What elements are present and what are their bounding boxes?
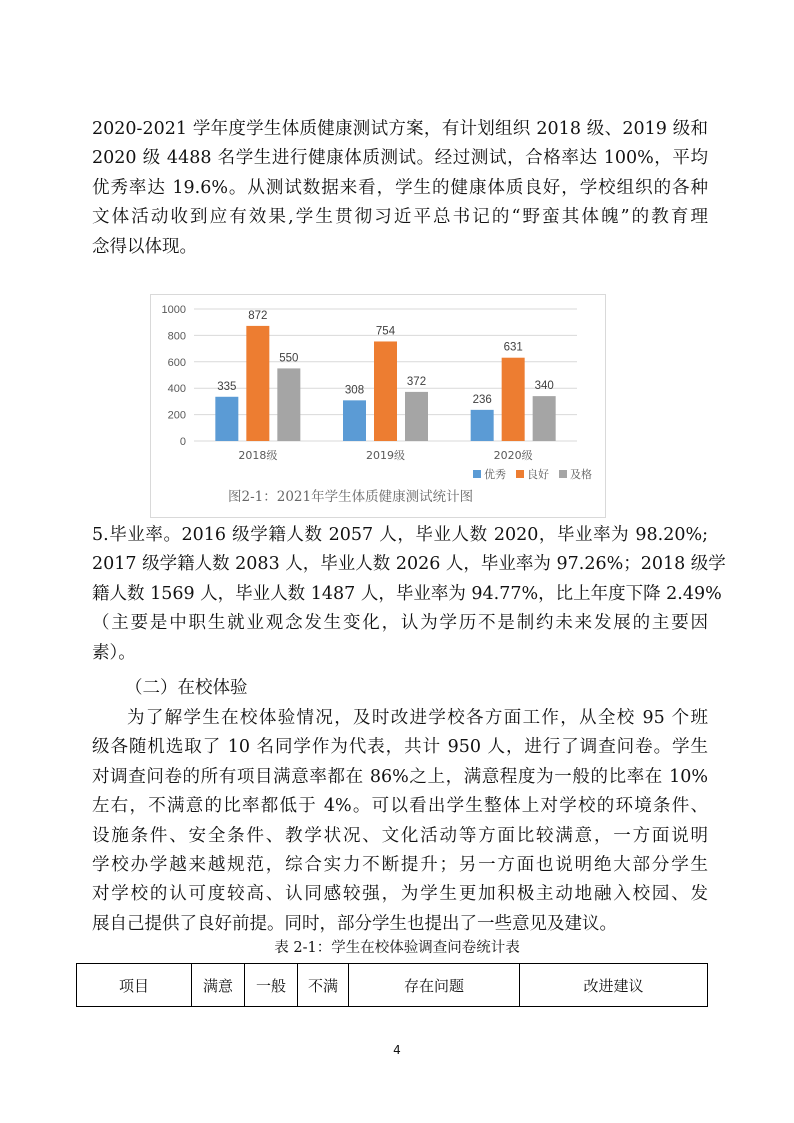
text-line: 2020 级 4488 名学生进行健康体质测试。经过测试，合格率达 100%，平均 [92, 148, 708, 169]
legend-swatch [473, 470, 481, 478]
text-line: 素）。 [92, 642, 136, 663]
bar-良好 [374, 341, 397, 441]
table-header-cell: 不满 [298, 964, 349, 1007]
text-line: 为了解学生在校体验情况，及时改进学校各方面工作，从全校 95 个班 [127, 708, 708, 728]
data-label: 335 [217, 380, 237, 393]
bar-良好 [502, 358, 525, 441]
bar-及格 [277, 368, 300, 441]
text-line: 学校办学越来越规范，综合实力不断提升；另一方面也说明绝大部分学生 [92, 855, 708, 876]
x-category-label: 2019级 [366, 449, 405, 462]
x-category-label: 2020级 [493, 449, 533, 462]
data-label: 340 [534, 380, 554, 393]
paragraph-campus-experience [92, 704, 708, 939]
table-header-row [77, 964, 708, 1007]
data-label: 872 [248, 309, 268, 322]
data-label: 236 [472, 393, 492, 406]
data-label: 631 [503, 341, 523, 354]
text-line: 籍人数 1569 人，毕业人数 1487 人，毕业率为 94.77%，比上年度下降 2.49% [92, 583, 722, 604]
text-line: 5.毕业率。2016 级学籍人数 2057 人，毕业人数 2020，毕业率为 98.20%; [92, 525, 708, 545]
table-header-cell: 改进建议 [520, 964, 708, 1007]
text-line: 对调查问卷的所有项目满意率都在 86%之上，满意程度为一般的比率在 10% [92, 766, 708, 787]
text-line: 设施条件、安全条件、教学状况、文化活动等方面比较满意，一方面说明 [92, 825, 708, 846]
data-label: 550 [279, 352, 299, 365]
y-tick-label: 0 [179, 436, 186, 448]
bar-良好 [246, 326, 269, 441]
table-header-cell: 存在问题 [349, 964, 520, 1007]
y-tick-label: 400 [167, 383, 186, 396]
text-line: 级各随机选取了 10 名同学作为代表，共计 950 人，进行了调查问卷。学生 [92, 737, 708, 758]
x-category-label: 2018级 [238, 449, 278, 462]
bar-及格 [533, 396, 556, 441]
chart-caption: 图2-1：2021年学生体质健康测试统计图 [228, 489, 474, 505]
text-line: 对学校的认可度较高、认同感较强，为学生更加积极主动地融入校园、发 [92, 884, 708, 905]
text-line: （主要是中职生就业观念发生变化，认为学历不是制约未来发展的主要因 [92, 613, 708, 634]
legend-label: 及格 [570, 468, 592, 481]
bar-优秀 [471, 410, 494, 441]
text-line: 优秀率达 19.6%。从测试数据来看，学生的健康体质良好，学校组织的各种 [92, 177, 708, 198]
y-tick-label: 1000 [161, 304, 186, 316]
legend-label: 良好 [527, 468, 549, 481]
legend-swatch [516, 470, 524, 478]
paragraph-fitness-test [92, 115, 708, 262]
page-number: 4 [393, 1043, 401, 1057]
text-line: 2020-2021 学年度学生体质健康测试方案，有计划组织 2018 级、2019 级和 [92, 119, 708, 139]
y-tick-label: 200 [167, 409, 186, 422]
text-line: 念得以体现。 [92, 236, 197, 257]
table-caption: 表 2-1：学生在校体验调查问卷统计表 [274, 940, 520, 956]
data-label: 372 [406, 375, 427, 388]
section-heading: （二）在校体验 [125, 678, 248, 698]
text-line: 文体活动收到应有效果,学生贯彻习近平总书记的“野蛮其体魄”的教育理 [92, 207, 708, 228]
table-header-cell: 满意 [192, 964, 245, 1007]
data-label: 754 [375, 325, 396, 338]
legend-swatch [559, 470, 567, 478]
table-header-cell: 一般 [245, 964, 298, 1007]
text-line: 左右，不满意的比率都低于 4%。可以看出学生整体上对学校的环境条件、 [92, 796, 708, 817]
table-header-cell: 项目 [77, 964, 192, 1007]
bar-优秀 [215, 397, 238, 441]
text-line: 2017 级学籍人数 2083 人，毕业人数 2026 人，毕业率为 97.26%；2018 级学 [92, 554, 726, 575]
data-label: 308 [344, 384, 365, 397]
chart-svg [151, 295, 605, 517]
text-line: 展自己提供了良好前提。同时，部分学生也提出了一些意见及建议。 [92, 913, 617, 934]
y-tick-label: 600 [167, 356, 186, 369]
fitness-bar-chart [150, 294, 606, 518]
bar-优秀 [343, 400, 366, 441]
paragraph-graduation-rate [92, 521, 726, 668]
y-tick-label: 800 [167, 330, 186, 343]
survey-table [76, 963, 708, 1007]
legend-label: 优秀 [484, 468, 506, 481]
bar-及格 [405, 392, 428, 441]
